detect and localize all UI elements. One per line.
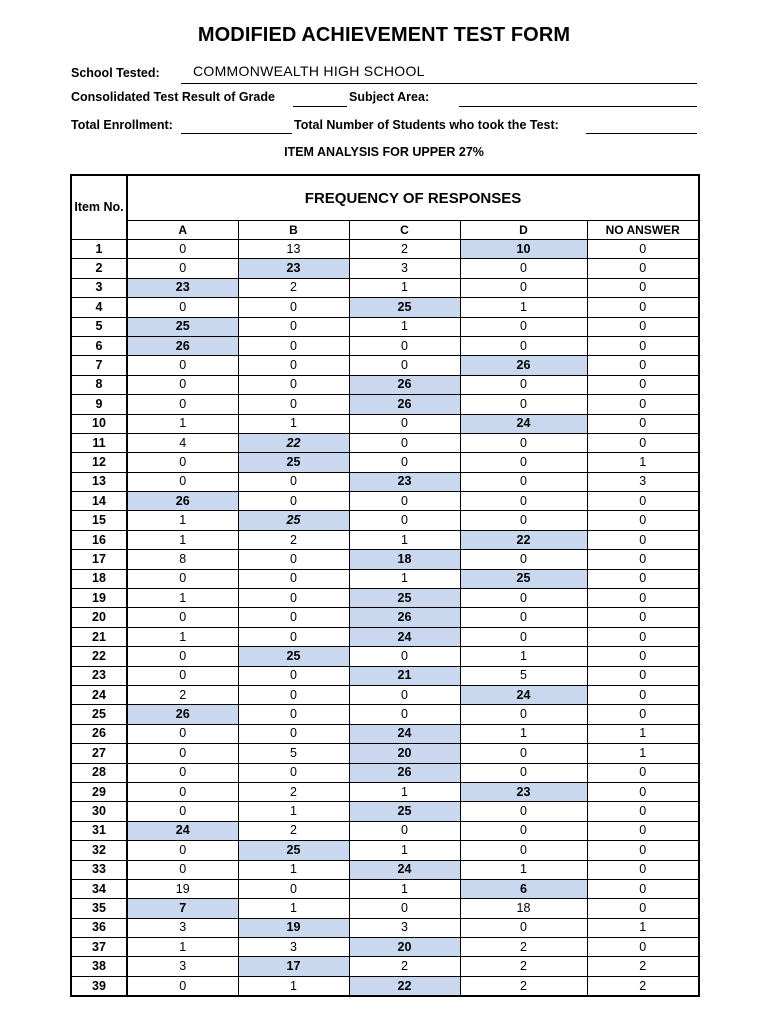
response-cell-no-answer: 0 [587,375,699,394]
table-row [71,957,699,976]
table-row [71,453,699,472]
students-took-test-line [586,133,697,134]
response-cell-b: 1 [238,860,349,879]
response-cell-c: 0 [349,414,460,433]
response-cell-b: 0 [238,763,349,782]
response-cell-d: 2 [460,938,587,957]
response-cell-d: 1 [460,298,587,317]
response-cell-c: 1 [349,841,460,860]
response-cell-a: 24 [127,821,238,840]
response-cell-a: 0 [127,744,238,763]
response-cell-c: 1 [349,569,460,588]
response-cell-a: 1 [127,511,238,530]
item-number-cell: 9 [71,395,127,414]
response-cell-b: 25 [238,453,349,472]
response-cell-no-answer: 0 [587,530,699,549]
item-number-cell: 10 [71,414,127,433]
response-cell-no-answer: 2 [587,976,699,996]
response-cell-b: 2 [238,821,349,840]
response-cell-no-answer: 0 [587,860,699,879]
grade-line [293,106,347,107]
response-cell-d: 0 [460,336,587,355]
response-cell-c: 20 [349,938,460,957]
response-cell-c: 0 [349,453,460,472]
response-cell-a: 4 [127,433,238,452]
table-row [71,240,699,259]
response-cell-c: 2 [349,957,460,976]
response-cell-a: 25 [127,317,238,336]
response-cell-c: 0 [349,899,460,918]
total-enrollment-line [181,133,292,134]
response-cell-no-answer: 0 [587,879,699,898]
response-cell-no-answer: 2 [587,957,699,976]
form-title: MODIFIED ACHIEVEMENT TEST FORM [197,24,571,46]
response-cell-b: 0 [238,589,349,608]
response-cell-c: 25 [349,298,460,317]
table-row [71,395,699,414]
total-enrollment-label: Total Enrollment: [71,118,173,132]
response-cell-no-answer: 3 [587,472,699,491]
response-cell-a: 23 [127,278,238,297]
response-cell-d: 0 [460,589,587,608]
response-cell-c: 1 [349,317,460,336]
response-cell-c: 0 [349,685,460,704]
table-row [71,938,699,957]
response-cell-b: 2 [238,278,349,297]
response-cell-a: 7 [127,899,238,918]
item-number-cell: 4 [71,298,127,317]
response-cell-no-answer: 0 [587,278,699,297]
table-row [71,918,699,937]
response-cell-d: 2 [460,957,587,976]
response-cell-b: 0 [238,627,349,646]
response-cell-b: 0 [238,375,349,394]
response-cell-no-answer: 0 [587,589,699,608]
table-row [71,860,699,879]
response-cell-b: 0 [238,395,349,414]
response-cell-d: 0 [460,492,587,511]
response-cell-b: 0 [238,724,349,743]
response-cell-c: 1 [349,879,460,898]
response-cell-b: 0 [238,705,349,724]
response-cell-no-answer: 1 [587,744,699,763]
response-cell-a: 0 [127,841,238,860]
response-cell-d: 0 [460,705,587,724]
response-cell-a: 8 [127,550,238,569]
response-cell-no-answer: 0 [587,938,699,957]
response-cell-no-answer: 1 [587,918,699,937]
response-cell-c: 24 [349,627,460,646]
response-cell-b: 25 [238,511,349,530]
item-number-cell: 28 [71,763,127,782]
response-cell-c: 3 [349,259,460,278]
response-cell-c: 0 [349,336,460,355]
response-cell-d: 22 [460,530,587,549]
response-cell-b: 0 [238,356,349,375]
response-cell-no-answer: 0 [587,627,699,646]
consolidated-label: Consolidated Test Result of Grade [71,90,275,104]
response-cell-a: 0 [127,976,238,996]
response-cell-d: 1 [460,724,587,743]
response-cell-d: 0 [460,472,587,491]
item-number-cell: 17 [71,550,127,569]
response-cell-a: 0 [127,763,238,782]
table-row [71,511,699,530]
table-row [71,414,699,433]
response-cell-no-answer: 0 [587,336,699,355]
response-cell-no-answer: 0 [587,492,699,511]
response-cell-b: 25 [238,647,349,666]
response-cell-a: 0 [127,860,238,879]
table-row [71,899,699,918]
response-cell-a: 1 [127,589,238,608]
item-number-cell: 32 [71,841,127,860]
table-row [71,744,699,763]
response-cell-c: 0 [349,647,460,666]
response-cell-d: 0 [460,433,587,452]
item-number-cell: 33 [71,860,127,879]
response-cell-c: 2 [349,240,460,259]
item-number-cell: 1 [71,240,127,259]
response-cell-d: 0 [460,802,587,821]
response-cell-b: 0 [238,569,349,588]
item-analysis-title: ITEM ANALYSIS FOR UPPER 27% [284,145,484,159]
table-row [71,802,699,821]
table-row [71,433,699,452]
response-cell-no-answer: 0 [587,666,699,685]
response-cell-no-answer: 0 [587,298,699,317]
item-number-cell: 29 [71,782,127,801]
response-cell-a: 3 [127,918,238,937]
table-row [71,724,699,743]
response-cell-c: 22 [349,976,460,996]
response-cell-b: 22 [238,433,349,452]
response-cell-no-answer: 0 [587,608,699,627]
response-cell-a: 26 [127,492,238,511]
response-cell-a: 0 [127,647,238,666]
item-number-cell: 34 [71,879,127,898]
response-cell-c: 1 [349,782,460,801]
item-number-cell: 16 [71,530,127,549]
response-cell-no-answer: 0 [587,259,699,278]
school-tested-label: School Tested: [71,66,160,80]
response-cell-b: 1 [238,414,349,433]
table-row [71,336,699,355]
table-row [71,356,699,375]
response-cell-no-answer: 1 [587,724,699,743]
item-number-cell: 22 [71,647,127,666]
response-cell-b: 0 [238,317,349,336]
response-cell-b: 0 [238,550,349,569]
table-row [71,705,699,724]
response-cell-c: 24 [349,860,460,879]
response-cell-b: 0 [238,472,349,491]
item-number-cell: 26 [71,724,127,743]
subject-area-label: Subject Area: [349,90,430,104]
response-cell-no-answer: 0 [587,569,699,588]
response-cell-c: 0 [349,356,460,375]
response-cell-b: 0 [238,666,349,685]
response-cell-b: 25 [238,841,349,860]
item-number-cell: 36 [71,918,127,937]
response-cell-b: 3 [238,938,349,957]
response-cell-b: 1 [238,899,349,918]
item-number-cell: 27 [71,744,127,763]
item-number-cell: 19 [71,589,127,608]
response-cell-b: 5 [238,744,349,763]
response-cell-no-answer: 0 [587,511,699,530]
column-header-b: B [238,221,349,240]
response-cell-b: 0 [238,492,349,511]
response-cell-b: 23 [238,259,349,278]
response-cell-d: 0 [460,511,587,530]
response-cell-d: 0 [460,918,587,937]
response-cell-a: 0 [127,375,238,394]
response-cell-d: 24 [460,685,587,704]
response-cell-c: 21 [349,666,460,685]
response-cell-d: 18 [460,899,587,918]
item-number-cell: 6 [71,336,127,355]
response-cell-c: 26 [349,375,460,394]
item-number-cell: 2 [71,259,127,278]
response-cell-no-answer: 0 [587,550,699,569]
item-number-cell: 20 [71,608,127,627]
response-cell-d: 0 [460,395,587,414]
table-body [71,240,699,997]
response-cell-c: 0 [349,492,460,511]
response-cell-b: 1 [238,802,349,821]
table-row [71,472,699,491]
table-row [71,763,699,782]
response-cell-a: 0 [127,666,238,685]
response-cell-no-answer: 0 [587,433,699,452]
item-number-cell: 12 [71,453,127,472]
table-row [71,375,699,394]
response-cell-a: 0 [127,608,238,627]
response-cell-no-answer: 0 [587,240,699,259]
response-cell-a: 0 [127,395,238,414]
table-row [71,569,699,588]
response-cell-d: 26 [460,356,587,375]
column-header-d: D [460,221,587,240]
response-cell-c: 3 [349,918,460,937]
response-cell-c: 25 [349,802,460,821]
response-cell-d: 0 [460,841,587,860]
table-row [71,627,699,646]
response-cell-b: 17 [238,957,349,976]
response-cell-c: 23 [349,472,460,491]
table-row [71,782,699,801]
item-number-cell: 8 [71,375,127,394]
response-cell-a: 0 [127,472,238,491]
response-cell-b: 2 [238,782,349,801]
response-cell-a: 3 [127,957,238,976]
response-cell-no-answer: 0 [587,763,699,782]
response-cell-c: 0 [349,511,460,530]
item-number-cell: 15 [71,511,127,530]
response-cell-d: 0 [460,744,587,763]
table-row [71,841,699,860]
school-tested-line [181,83,697,84]
response-cell-b: 1 [238,976,349,996]
table-row [71,278,699,297]
table-row [71,550,699,569]
response-cell-d: 0 [460,608,587,627]
subject-area-line [459,106,697,107]
item-number-cell: 3 [71,278,127,297]
response-cell-no-answer: 0 [587,685,699,704]
response-cell-no-answer: 0 [587,395,699,414]
table-row [71,976,699,996]
response-cell-c: 26 [349,608,460,627]
table-row [71,589,699,608]
response-cell-no-answer: 0 [587,705,699,724]
table-row [71,530,699,549]
response-cell-no-answer: 0 [587,841,699,860]
response-cell-no-answer: 0 [587,414,699,433]
response-cell-b: 0 [238,608,349,627]
column-header-a: A [127,221,238,240]
response-cell-d: 0 [460,317,587,336]
response-cell-c: 0 [349,705,460,724]
frequency-header: FREQUENCY OF RESPONSES [127,175,699,221]
response-cell-b: 13 [238,240,349,259]
table-row [71,685,699,704]
response-cell-d: 2 [460,976,587,996]
response-cell-a: 0 [127,240,238,259]
response-cell-no-answer: 0 [587,317,699,336]
response-cell-no-answer: 0 [587,356,699,375]
response-cell-d: 1 [460,647,587,666]
response-cell-a: 1 [127,414,238,433]
response-cell-c: 1 [349,530,460,549]
response-cell-d: 5 [460,666,587,685]
table-row [71,259,699,278]
item-number-cell: 14 [71,492,127,511]
item-number-cell: 25 [71,705,127,724]
response-cell-no-answer: 0 [587,899,699,918]
item-number-cell: 30 [71,802,127,821]
response-cell-no-answer: 0 [587,782,699,801]
school-tested-value: COMMONWEALTH HIGH SCHOOL [193,63,425,79]
item-number-cell: 39 [71,976,127,996]
response-cell-c: 26 [349,763,460,782]
table-row [71,298,699,317]
response-cell-d: 10 [460,240,587,259]
response-cell-d: 25 [460,569,587,588]
response-cell-a: 19 [127,879,238,898]
response-cell-d: 0 [460,821,587,840]
item-number-cell: 21 [71,627,127,646]
response-cell-a: 0 [127,356,238,375]
response-cell-d: 0 [460,453,587,472]
response-cell-a: 26 [127,705,238,724]
response-cell-b: 0 [238,685,349,704]
response-cell-d: 0 [460,763,587,782]
response-cell-b: 0 [238,336,349,355]
response-cell-c: 0 [349,821,460,840]
table-row [71,647,699,666]
response-cell-a: 2 [127,685,238,704]
response-cell-a: 0 [127,569,238,588]
response-cell-c: 18 [349,550,460,569]
table-row [71,608,699,627]
item-number-cell: 31 [71,821,127,840]
item-number-cell: 7 [71,356,127,375]
response-cell-no-answer: 1 [587,453,699,472]
response-cell-a: 1 [127,627,238,646]
response-cell-b: 2 [238,530,349,549]
response-cell-a: 0 [127,453,238,472]
response-cell-c: 25 [349,589,460,608]
table-row [71,492,699,511]
item-number-cell: 38 [71,957,127,976]
response-cell-no-answer: 0 [587,802,699,821]
column-header-c: C [349,221,460,240]
response-cell-d: 6 [460,879,587,898]
item-number-cell: 37 [71,938,127,957]
item-number-cell: 11 [71,433,127,452]
response-cell-d: 23 [460,782,587,801]
response-cell-a: 0 [127,782,238,801]
response-cell-a: 0 [127,724,238,743]
response-cell-b: 0 [238,879,349,898]
response-cell-a: 26 [127,336,238,355]
response-cell-d: 0 [460,627,587,646]
response-cell-no-answer: 0 [587,647,699,666]
item-number-cell: 24 [71,685,127,704]
response-cell-c: 0 [349,433,460,452]
response-cell-a: 0 [127,298,238,317]
item-number-cell: 18 [71,569,127,588]
response-cell-d: 0 [460,375,587,394]
response-cell-c: 20 [349,744,460,763]
response-cell-c: 24 [349,724,460,743]
response-cell-d: 1 [460,860,587,879]
table-row [71,666,699,685]
response-cell-a: 1 [127,938,238,957]
response-cell-no-answer: 0 [587,821,699,840]
item-no-header: Item No. [71,175,127,240]
frequency-table [70,174,700,997]
table-row [71,879,699,898]
item-number-cell: 5 [71,317,127,336]
response-cell-a: 1 [127,530,238,549]
table-row [71,317,699,336]
response-cell-b: 0 [238,298,349,317]
column-header-no-answer: NO ANSWER [587,221,699,240]
response-cell-d: 0 [460,259,587,278]
response-cell-d: 0 [460,550,587,569]
item-number-cell: 23 [71,666,127,685]
response-cell-d: 24 [460,414,587,433]
response-cell-a: 0 [127,802,238,821]
response-cell-c: 1 [349,278,460,297]
response-cell-c: 26 [349,395,460,414]
response-cell-b: 19 [238,918,349,937]
students-took-test-label: Total Number of Students who took the Test: [294,118,559,132]
response-cell-a: 0 [127,259,238,278]
response-cell-d: 0 [460,278,587,297]
item-number-cell: 35 [71,899,127,918]
item-number-cell: 13 [71,472,127,491]
table-row [71,821,699,840]
